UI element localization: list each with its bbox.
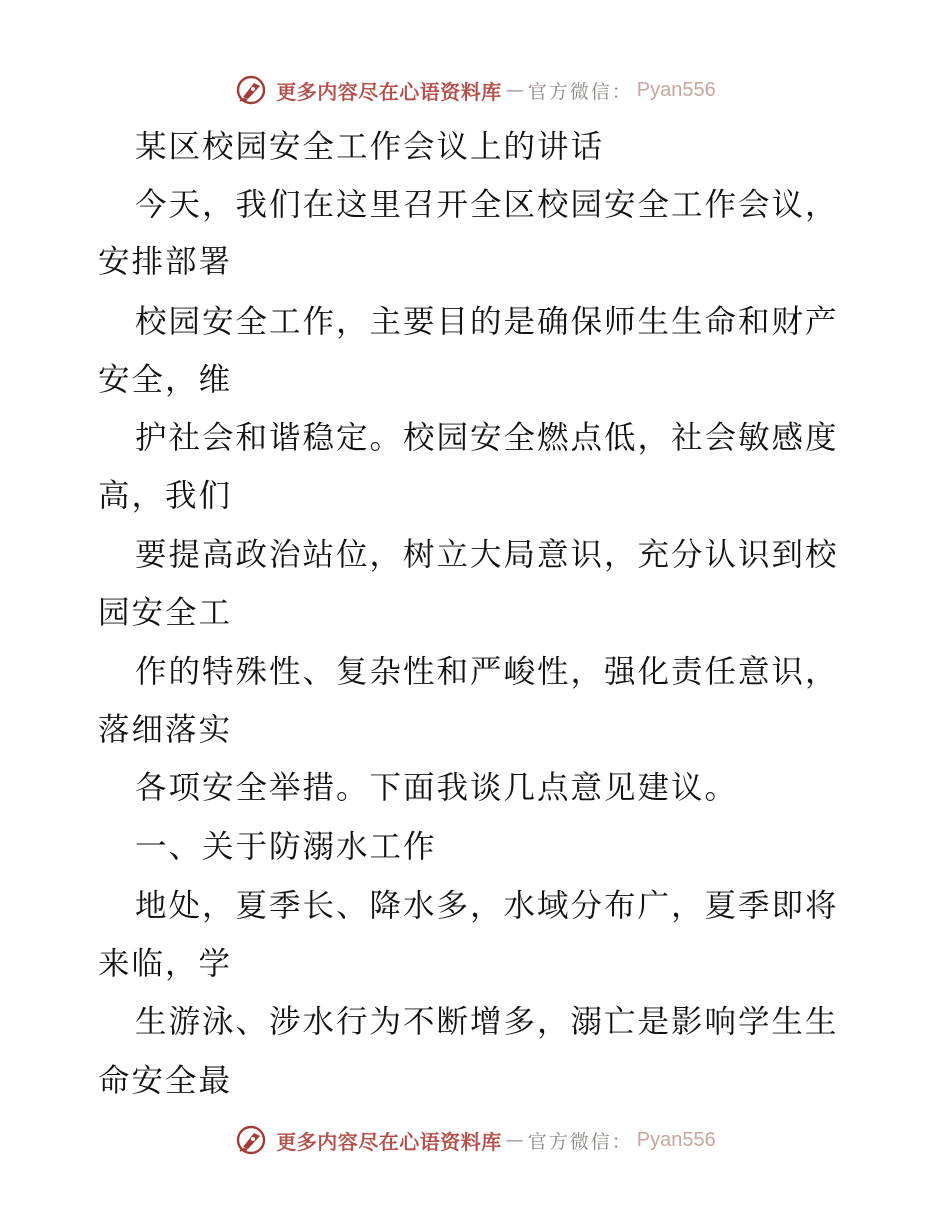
header-watermark-banner (0, 70, 950, 110)
pen-nib-logo-icon (234, 73, 268, 107)
paragraph-line: 各项安全举措。下面我谈几点意见建议。 (135, 770, 739, 806)
banner-separator: — (505, 1129, 524, 1151)
paragraph-line: 来临，学 (98, 946, 233, 982)
section-heading: 一、关于防溺水工作 (135, 829, 437, 865)
paragraph-line: 生游泳、涉水行为不断增多，溺亡是影响学生生 (135, 1004, 839, 1040)
pen-nib-logo-icon (234, 1123, 268, 1157)
paragraph-line: 园安全工 (98, 595, 233, 631)
banner-account-id: Pyan556 (636, 1128, 716, 1151)
paragraph-line: 作的特殊性、复杂性和严峻性，强化责任意识， (135, 654, 839, 690)
footer-watermark-banner (0, 1120, 950, 1160)
paragraph-line: 护社会和谐稳定。校园安全燃点低，社会敏感度 (135, 420, 839, 456)
paragraph-line: 地处，夏季长、降水多，水域分布广，夏季即将 (135, 888, 839, 924)
paragraph-line: 命安全最 (98, 1063, 233, 1099)
paragraph-line: 安全，维 (98, 362, 233, 398)
paragraph-line: 今天，我们在这里召开全区校园安全工作会议， (135, 187, 839, 223)
banner-wechat-label: 官方微信： (527, 1130, 633, 1153)
paragraph-line: 要提高政治站位，树立大局意识，充分认识到校 (135, 537, 839, 573)
paragraph-line: 安排部署 (98, 244, 233, 280)
paragraph-line: 落细落实 (98, 712, 233, 748)
banner-separator: — (505, 79, 524, 101)
banner-account-id: Pyan556 (636, 78, 716, 101)
document-title: 某区校园安全工作会议上的讲话 (135, 129, 605, 165)
banner-main-text: 更多内容尽在心语资料库 (276, 79, 502, 104)
banner-main-text: 更多内容尽在心语资料库 (276, 1129, 502, 1154)
paragraph-line: 高，我们 (98, 478, 233, 514)
banner-wechat-label: 官方微信： (527, 80, 633, 103)
paragraph-line: 校园安全工作，主要目的是确保师生生命和财产 (135, 304, 839, 340)
